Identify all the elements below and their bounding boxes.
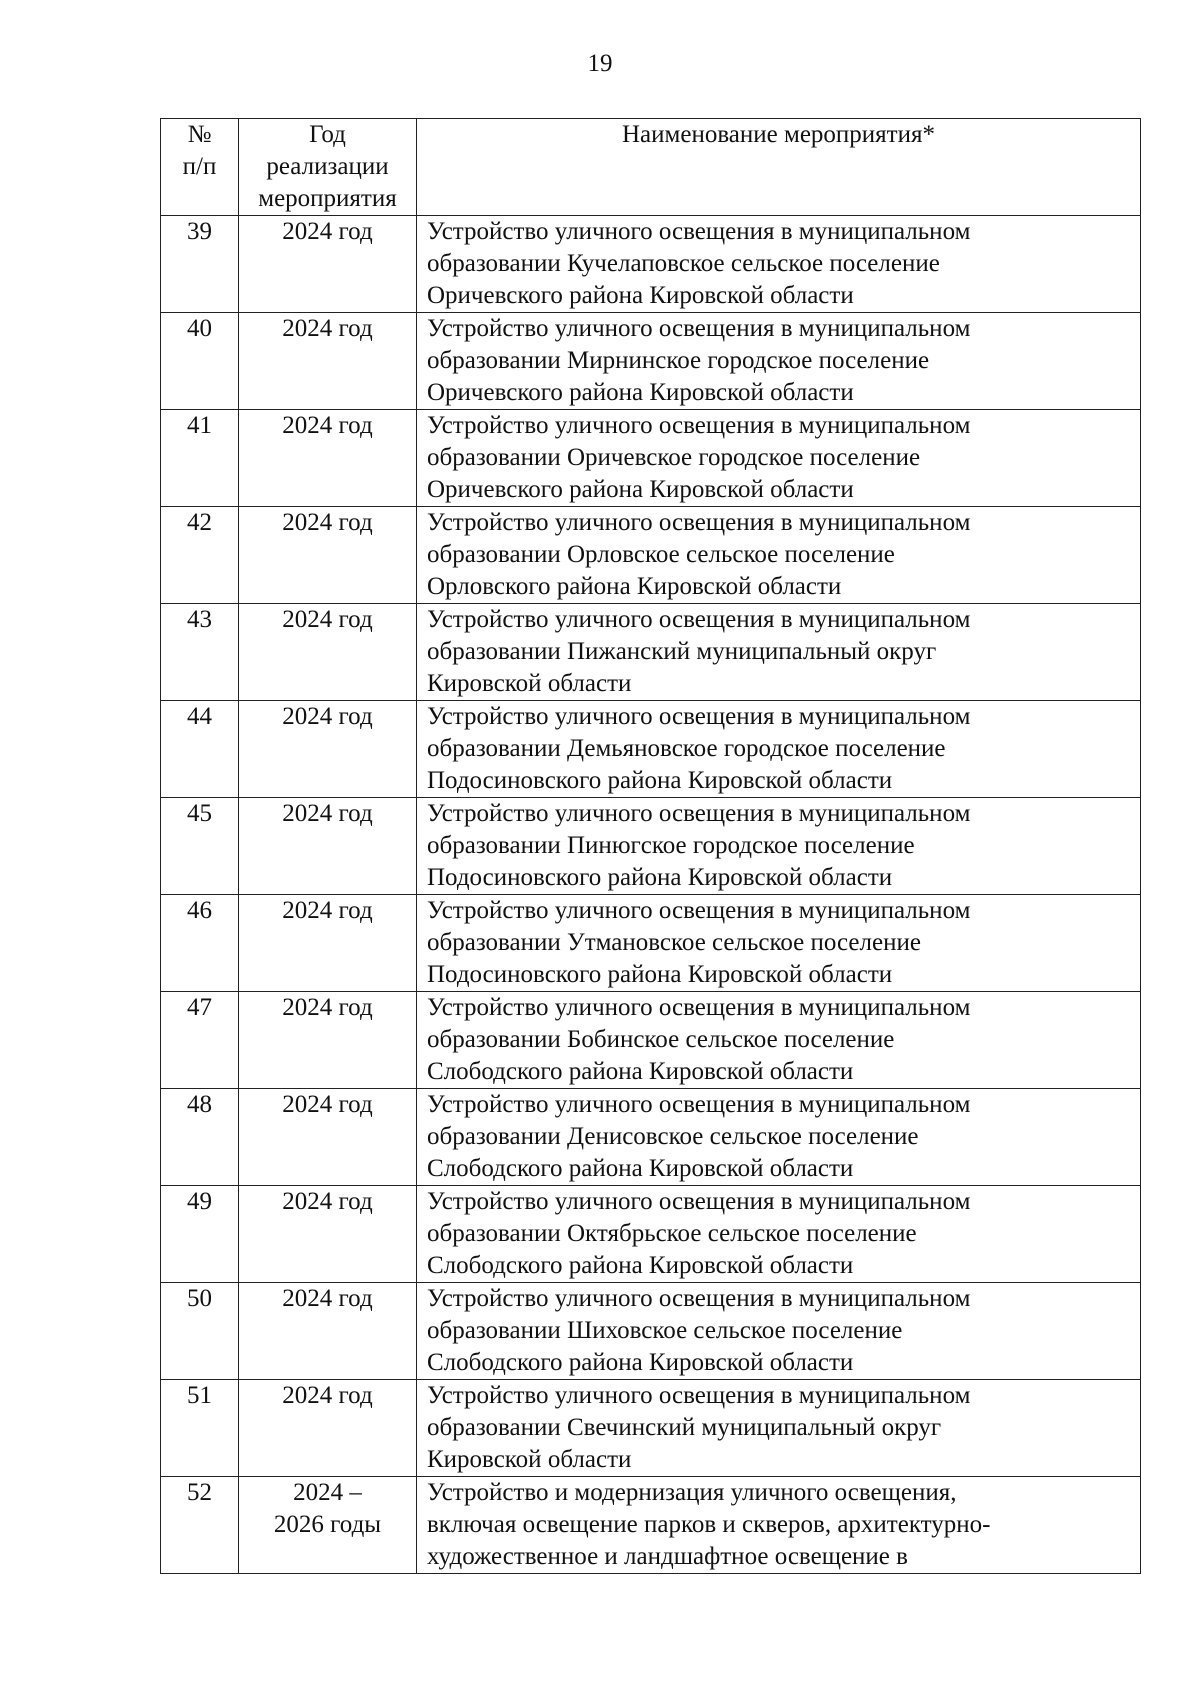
row-measure-name-line: Устройство уличного освещения в муниципальном bbox=[427, 994, 971, 1021]
header-number-line: № bbox=[187, 121, 212, 148]
row-number: 39 bbox=[161, 216, 239, 313]
row-year bbox=[239, 798, 417, 895]
row-measure-name bbox=[417, 604, 1141, 701]
table-row bbox=[161, 701, 1141, 798]
table-row bbox=[161, 1186, 1141, 1283]
row-measure-name-line: образовании Утмановское сельское поселение bbox=[427, 929, 921, 956]
row-measure-name bbox=[417, 895, 1141, 992]
row-measure-name-line: Подосиновского района Кировской области bbox=[427, 864, 893, 891]
row-number: 42 bbox=[161, 507, 239, 604]
table-row bbox=[161, 1380, 1141, 1477]
row-number: 51 bbox=[161, 1380, 239, 1477]
row-measure-name-line: образовании Октябрьское сельское поселение bbox=[427, 1220, 917, 1247]
row-measure-name bbox=[417, 1089, 1141, 1186]
row-number: 43 bbox=[161, 604, 239, 701]
header-year-line: реализации bbox=[266, 153, 389, 180]
row-year-line: 2024 год bbox=[282, 703, 373, 730]
row-measure-name-line: Устройство уличного освещения в муниципальном bbox=[427, 703, 971, 730]
table-row bbox=[161, 798, 1141, 895]
row-year bbox=[239, 507, 417, 604]
row-measure-name-line: Кировской области bbox=[427, 670, 632, 697]
row-measure-name bbox=[417, 313, 1141, 410]
row-year-line: 2024 год bbox=[282, 509, 373, 536]
row-measure-name-line: Устройство уличного освещения в муниципальном bbox=[427, 897, 971, 924]
row-measure-name-line: Слободского района Кировской области bbox=[427, 1058, 854, 1085]
row-measure-name-line: Устройство уличного освещения в муниципальном bbox=[427, 315, 971, 342]
header-number-line: п/п bbox=[182, 153, 217, 180]
row-year-line: 2024 год bbox=[282, 1382, 373, 1409]
row-measure-name-line: Слободского района Кировской области bbox=[427, 1349, 854, 1376]
table-row bbox=[161, 895, 1141, 992]
row-measure-name-line: образовании Пинюгское городское поселение bbox=[427, 832, 915, 859]
row-measure-name bbox=[417, 1380, 1141, 1477]
row-measure-name-line: включая освещение парков и скверов, архитектурно- bbox=[427, 1511, 991, 1538]
row-measure-name-line: Устройство уличного освещения в муниципальном bbox=[427, 1382, 971, 1409]
row-measure-name-line: Слободского района Кировской области bbox=[427, 1155, 854, 1182]
row-measure-name bbox=[417, 216, 1141, 313]
row-measure-name bbox=[417, 1186, 1141, 1283]
row-year bbox=[239, 895, 417, 992]
row-number: 46 bbox=[161, 895, 239, 992]
row-year bbox=[239, 1186, 417, 1283]
row-measure-name-line: образовании Бобинское сельское поселение bbox=[427, 1026, 895, 1053]
row-number: 52 bbox=[161, 1477, 239, 1574]
row-measure-name-line: Оричевского района Кировской области bbox=[427, 476, 854, 503]
row-measure-name bbox=[417, 507, 1141, 604]
table-row bbox=[161, 313, 1141, 410]
table-row bbox=[161, 1477, 1141, 1574]
row-year-line: 2024 год bbox=[282, 1091, 373, 1118]
row-year bbox=[239, 1089, 417, 1186]
row-year-line: 2024 год bbox=[282, 606, 373, 633]
table-row bbox=[161, 604, 1141, 701]
row-year-line: 2024 год bbox=[282, 1188, 373, 1215]
row-year-line: 2024 год bbox=[282, 1285, 373, 1312]
row-measure-name-line: образовании Свечинский муниципальный округ bbox=[427, 1414, 942, 1441]
row-measure-name-line: Слободского района Кировской области bbox=[427, 1252, 854, 1279]
table-row bbox=[161, 216, 1141, 313]
header-year-line: Год bbox=[309, 121, 346, 148]
row-measure-name-line: Устройство уличного освещения в муниципальном bbox=[427, 1285, 971, 1312]
row-measure-name-line: образовании Демьяновское городское поселение bbox=[427, 735, 946, 762]
row-measure-name-line: Кировской области bbox=[427, 1446, 632, 1473]
table-row bbox=[161, 1283, 1141, 1380]
row-year-line: 2024 год bbox=[282, 412, 373, 439]
table-row bbox=[161, 992, 1141, 1089]
row-year-line: 2024 год bbox=[282, 218, 373, 245]
row-year bbox=[239, 1283, 417, 1380]
row-year-line: 2024 год bbox=[282, 315, 373, 342]
row-measure-name-line: Подосиновского района Кировской области bbox=[427, 961, 893, 988]
row-measure-name-line: образовании Кучелаповское сельское поселение bbox=[427, 250, 940, 277]
header-name bbox=[417, 119, 1141, 216]
row-number: 40 bbox=[161, 313, 239, 410]
row-year bbox=[239, 701, 417, 798]
row-measure-name-line: Устройство уличного освещения в муниципальном bbox=[427, 800, 971, 827]
header-year-line: мероприятия bbox=[258, 185, 397, 212]
row-year-line: 2024 год bbox=[282, 897, 373, 924]
row-year bbox=[239, 216, 417, 313]
row-measure-name-line: Устройство уличного освещения в муниципальном bbox=[427, 218, 971, 245]
row-measure-name bbox=[417, 1283, 1141, 1380]
header-number bbox=[161, 119, 239, 216]
row-year bbox=[239, 992, 417, 1089]
row-year bbox=[239, 1477, 417, 1574]
row-measure-name-line: Оричевского района Кировской области bbox=[427, 379, 854, 406]
row-number: 44 bbox=[161, 701, 239, 798]
row-measure-name-line: образовании Шиховское сельское поселение bbox=[427, 1317, 903, 1344]
row-number: 47 bbox=[161, 992, 239, 1089]
row-year-line: 2024 год bbox=[282, 994, 373, 1021]
row-year bbox=[239, 313, 417, 410]
row-year bbox=[239, 604, 417, 701]
table-header-row bbox=[161, 119, 1141, 216]
row-measure-name-line: Устройство уличного освещения в муниципальном bbox=[427, 509, 971, 536]
row-measure-name-line: образовании Мирнинское городское поселение bbox=[427, 347, 930, 374]
row-measure-name-line: образовании Оричевское городское поселение bbox=[427, 444, 921, 471]
header-year bbox=[239, 119, 417, 216]
row-year-line: 2026 годы bbox=[273, 1511, 382, 1538]
row-measure-name-line: Оричевского района Кировской области bbox=[427, 282, 854, 309]
header-name-line: Наименование мероприятия* bbox=[622, 121, 935, 148]
row-number: 45 bbox=[161, 798, 239, 895]
row-measure-name bbox=[417, 1477, 1141, 1574]
row-number: 48 bbox=[161, 1089, 239, 1186]
row-number: 41 bbox=[161, 410, 239, 507]
row-measure-name-line: Подосиновского района Кировской области bbox=[427, 767, 893, 794]
row-measure-name-line: Устройство уличного освещения в муниципальном bbox=[427, 1091, 971, 1118]
row-measure-name-line: Устройство уличного освещения в муниципальном bbox=[427, 1188, 971, 1215]
page-number: 19 bbox=[587, 50, 613, 77]
row-measure-name-line: образовании Денисовское сельское поселение bbox=[427, 1123, 919, 1150]
row-number: 49 bbox=[161, 1186, 239, 1283]
table-row bbox=[161, 507, 1141, 604]
row-measure-name bbox=[417, 798, 1141, 895]
row-measure-name-line: Орловского района Кировской области bbox=[427, 573, 842, 600]
row-measure-name bbox=[417, 992, 1141, 1089]
table-body bbox=[161, 216, 1141, 1574]
row-measure-name bbox=[417, 410, 1141, 507]
row-year-line: 2024 – bbox=[293, 1479, 362, 1506]
row-measure-name-line: Устройство уличного освещения в муниципальном bbox=[427, 606, 971, 633]
row-measure-name-line: образовании Орловское сельское поселение bbox=[427, 541, 895, 568]
row-measure-name-line: Устройство уличного освещения в муниципальном bbox=[427, 412, 971, 439]
row-year-line: 2024 год bbox=[282, 800, 373, 827]
row-measure-name-line: образовании Пижанский муниципальный округ bbox=[427, 638, 937, 665]
measures-table bbox=[160, 118, 1141, 1574]
row-year bbox=[239, 410, 417, 507]
row-measure-name-line: художественное и ландшафтное освещение в bbox=[427, 1543, 908, 1570]
row-year bbox=[239, 1380, 417, 1477]
row-measure-name-line: Устройство и модернизация уличного освещения, bbox=[427, 1479, 957, 1506]
table-row bbox=[161, 1089, 1141, 1186]
table-row bbox=[161, 410, 1141, 507]
row-number: 50 bbox=[161, 1283, 239, 1380]
row-measure-name bbox=[417, 701, 1141, 798]
